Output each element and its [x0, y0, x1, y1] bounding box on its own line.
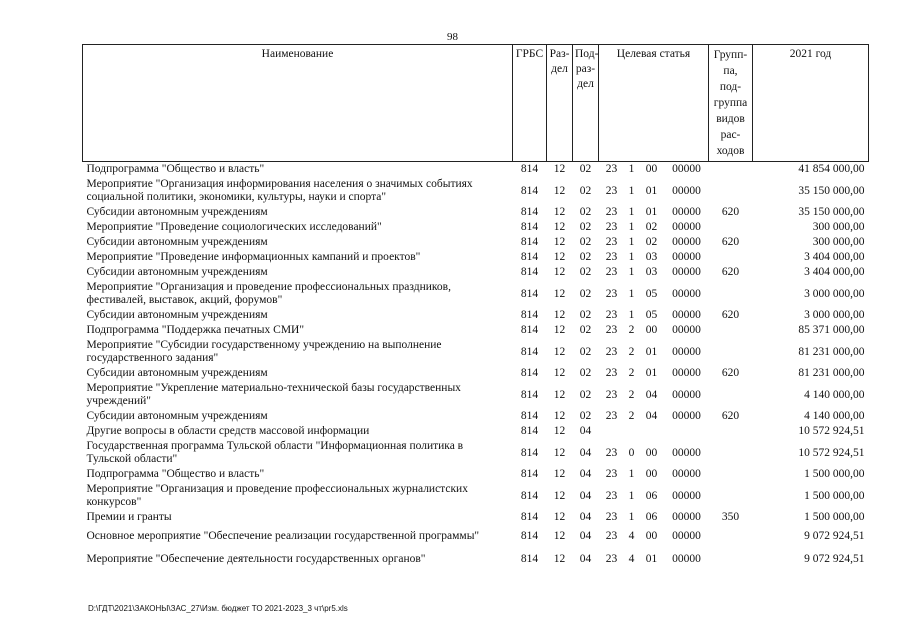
- row-tse-part-3: 01: [645, 553, 658, 565]
- row-razdel: 12: [553, 236, 566, 248]
- row-vid: 620: [721, 236, 740, 248]
- row-tselevaya-statya: [599, 250, 709, 265]
- row-vid: [709, 424, 753, 439]
- row-tse-part-2: 2: [628, 367, 635, 379]
- row-vid: 620: [721, 309, 740, 321]
- table-row: [83, 525, 869, 548]
- row-vid: [709, 250, 753, 265]
- row-vid: 620: [721, 367, 740, 379]
- row-name: Субсидии автономным учреждениям: [86, 367, 268, 379]
- row-tse-part-1: 23: [605, 287, 618, 300]
- row-razdel: 12: [553, 221, 566, 233]
- row-grbs: 814: [520, 221, 539, 233]
- row-vid: [709, 162, 753, 178]
- row-tselevaya-statya: [599, 409, 709, 424]
- row-vid: [709, 381, 753, 409]
- table-header-row: [83, 45, 869, 162]
- row-razdel: 12: [553, 468, 566, 480]
- row-sum-2021: 81 231 000,00: [798, 345, 865, 358]
- row-tse-part-4: 00000: [672, 511, 701, 523]
- row-razdel: 12: [553, 388, 566, 401]
- row-name: Субсидии автономным учреждениям: [86, 236, 268, 248]
- row-grbs: 814: [520, 511, 539, 523]
- row-tse-part-4: 00000: [672, 163, 701, 175]
- row-tse-part-1: 23: [605, 468, 618, 480]
- row-grbs: 814: [520, 425, 539, 437]
- row-tse-part-2: 2: [628, 324, 635, 336]
- row-tse-part-3: 00: [645, 530, 658, 542]
- row-tse-part-3: 03: [645, 251, 658, 263]
- row-tse-part-4: 00000: [672, 410, 701, 422]
- row-tse-part-1: 23: [605, 446, 618, 459]
- row-grbs: 814: [520, 345, 539, 358]
- row-tse-part-3: 00: [645, 324, 658, 336]
- row-grbs: 814: [520, 388, 539, 401]
- row-razdel: 12: [553, 446, 566, 459]
- row-vid: 620: [721, 206, 740, 218]
- row-razdel: 12: [553, 553, 566, 565]
- row-vid: [709, 525, 753, 548]
- table-row: [83, 424, 869, 439]
- file-path-footer: D:\ГДТ\2021\ЗАКОНЫ\ЗАС_27\Изм. бюджет ТО 2021-2023_3 чт\pr5.xls: [88, 604, 348, 613]
- row-tse-part-4: 00000: [672, 553, 701, 565]
- header-razdel: Раз- дел: [547, 45, 573, 162]
- row-podrazdel: 02: [579, 206, 592, 218]
- row-grbs: 814: [520, 206, 539, 218]
- row-razdel: 12: [553, 309, 566, 321]
- row-tse-part-2: 1: [628, 184, 635, 197]
- row-vid: 620: [721, 410, 740, 422]
- row-tselevaya-statya: [599, 323, 709, 338]
- row-sum-2021: 1 500 000,00: [804, 489, 865, 502]
- row-tse-part-2: 4: [628, 530, 635, 542]
- row-podrazdel: 02: [579, 236, 592, 248]
- row-name: Другие вопросы в области средств массовой информации: [86, 425, 370, 437]
- row-grbs: 814: [520, 324, 539, 336]
- row-grbs: 814: [520, 489, 539, 502]
- row-tse-part-3: 00: [645, 446, 658, 459]
- row-podrazdel: 04: [579, 530, 592, 542]
- row-razdel: 12: [553, 367, 566, 379]
- row-tse-part-3: 05: [645, 309, 658, 321]
- row-razdel: 12: [553, 163, 566, 175]
- row-tse-part-2: 1: [628, 309, 635, 321]
- row-name: Мероприятие "Организация и проведение профессиональных журналистских конкурсов": [86, 483, 468, 508]
- row-grbs: 814: [520, 163, 539, 175]
- row-sum-2021: 1 500 000,00: [804, 511, 865, 523]
- row-tse-part-1: 23: [605, 206, 618, 218]
- row-tse-part-3: 01: [645, 206, 658, 218]
- row-tse-part-1: 23: [605, 489, 618, 502]
- row-name: Мероприятие "Проведение социологических исследований": [86, 221, 382, 233]
- row-tse-part-4: 00000: [672, 251, 701, 263]
- row-tse-part-3: 01: [645, 184, 658, 197]
- row-tse-part-1: 23: [605, 251, 618, 263]
- table-row: [83, 162, 869, 178]
- row-razdel: 12: [553, 184, 566, 197]
- row-tselevaya-statya: [599, 205, 709, 220]
- row-tse-part-1: 23: [605, 184, 618, 197]
- row-tselevaya-statya: [599, 381, 709, 409]
- table-row: [83, 381, 869, 409]
- row-tselevaya-statya: [599, 525, 709, 548]
- row-tse-part-2: 1: [628, 236, 635, 248]
- row-tse-part-2: 1: [628, 287, 635, 300]
- row-vid: 620: [721, 266, 740, 278]
- row-name: Государственная программа Тульской области "Информационная политика в Тульской области": [86, 440, 464, 465]
- table-row: [83, 323, 869, 338]
- row-tselevaya-statya: [599, 424, 709, 439]
- row-vid: [709, 439, 753, 467]
- table-row: [83, 308, 869, 323]
- row-tse-part-4: 00000: [672, 236, 701, 248]
- row-tselevaya-statya: [599, 177, 709, 205]
- table-row: [83, 338, 869, 366]
- row-vid: [709, 280, 753, 308]
- row-podrazdel: 02: [579, 367, 592, 379]
- row-grbs: 814: [520, 251, 539, 263]
- table-row: [83, 467, 869, 482]
- row-razdel: 12: [553, 287, 566, 300]
- row-podrazdel: 02: [579, 287, 592, 300]
- row-sum-2021: 81 231 000,00: [798, 367, 865, 379]
- row-name: Мероприятие "Укрепление материально-технической базы государственных учреждений": [86, 382, 461, 407]
- row-tse-part-2: 2: [628, 388, 635, 401]
- row-name: Мероприятие "Организация информирования населения о значимых событиях социальной политики, экономики, культуры, науки и спорта": [86, 178, 473, 203]
- row-podrazdel: 02: [579, 221, 592, 233]
- row-tse-part-4: 00000: [672, 287, 701, 300]
- row-razdel: 12: [553, 251, 566, 263]
- row-sum-2021: 4 140 000,00: [804, 388, 865, 401]
- row-name: Премии и гранты: [86, 511, 172, 523]
- row-name: Подпрограмма "Общество и власть": [86, 468, 265, 480]
- row-tse-part-2: 0: [628, 446, 635, 459]
- row-name: Субсидии автономным учреждениям: [86, 206, 268, 218]
- row-name: Основное мероприятие "Обеспечение реализации государственной программы": [86, 530, 480, 542]
- row-tse-part-3: 01: [645, 367, 658, 379]
- table-row: [83, 280, 869, 308]
- row-tse-part-3: 04: [645, 388, 658, 401]
- row-tse-part-1: 23: [605, 553, 618, 565]
- row-tse-part-4: 00000: [672, 266, 701, 278]
- row-tse-part-1: 23: [605, 309, 618, 321]
- row-tselevaya-statya: [599, 548, 709, 571]
- table-row: [83, 482, 869, 510]
- row-tse-part-1: 23: [605, 163, 618, 175]
- budget-table: [82, 44, 869, 571]
- row-podrazdel: 02: [579, 388, 592, 401]
- row-tselevaya-statya: [599, 482, 709, 510]
- row-sum-2021: 3 000 000,00: [804, 309, 865, 321]
- row-tselevaya-statya: [599, 338, 709, 366]
- table-row: [83, 409, 869, 424]
- row-vid: [709, 548, 753, 571]
- header-year: 2021 год: [753, 45, 869, 162]
- row-podrazdel: 02: [579, 266, 592, 278]
- row-tse-part-3: 02: [645, 236, 658, 248]
- row-grbs: 814: [520, 446, 539, 459]
- row-razdel: 12: [553, 324, 566, 336]
- row-razdel: 12: [553, 345, 566, 358]
- row-tse-part-1: 23: [605, 367, 618, 379]
- row-sum-2021: 85 371 000,00: [798, 324, 865, 336]
- table-row: [83, 220, 869, 235]
- row-tselevaya-statya: [599, 280, 709, 308]
- row-tse-part-4: 00000: [672, 367, 701, 379]
- row-sum-2021: 10 572 924,51: [798, 425, 865, 437]
- row-tse-part-2: 1: [628, 266, 635, 278]
- row-podrazdel: 04: [579, 468, 592, 480]
- row-razdel: 12: [553, 511, 566, 523]
- row-name: Мероприятие "Организация и проведение профессиональных праздников, фестивалей, выставок, акций, форумов": [86, 281, 451, 306]
- row-vid: [709, 323, 753, 338]
- row-grbs: 814: [520, 553, 539, 565]
- row-vid: [709, 338, 753, 366]
- row-tse-part-2: 1: [628, 251, 635, 263]
- row-tse-part-2: 2: [628, 410, 635, 422]
- table-row: [83, 205, 869, 220]
- row-vid: [709, 177, 753, 205]
- row-tse-part-1: 23: [605, 388, 618, 401]
- row-podrazdel: 02: [579, 410, 592, 422]
- row-tse-part-1: 23: [605, 236, 618, 248]
- row-tse-part-2: 1: [628, 206, 635, 218]
- row-name: Мероприятие "Субсидии государственному учреждению на выполнение государственного задания": [86, 339, 442, 364]
- row-vid: [709, 482, 753, 510]
- row-name: Мероприятие "Обеспечение деятельности государственных органов": [86, 553, 426, 565]
- row-razdel: 12: [553, 530, 566, 542]
- row-tse-part-3: 02: [645, 221, 658, 233]
- row-tse-part-4: 00000: [672, 530, 701, 542]
- table-row: [83, 250, 869, 265]
- row-tse-part-1: 23: [605, 266, 618, 278]
- row-razdel: 12: [553, 425, 566, 437]
- row-tse-part-3: 06: [645, 489, 658, 502]
- row-sum-2021: 35 150 000,00: [798, 206, 865, 218]
- row-grbs: 814: [520, 236, 539, 248]
- row-sum-2021: 41 854 000,00: [798, 163, 865, 175]
- row-tse-part-1: 23: [605, 345, 618, 358]
- row-tse-part-2: 1: [628, 163, 635, 175]
- row-tse-part-4: 00000: [672, 489, 701, 502]
- page-number: 98: [447, 31, 458, 43]
- row-sum-2021: 3 404 000,00: [804, 251, 865, 263]
- row-name: Субсидии автономным учреждениям: [86, 266, 268, 278]
- row-sum-2021: 35 150 000,00: [798, 184, 865, 197]
- table-row: [83, 177, 869, 205]
- row-tse-part-2: 4: [628, 553, 635, 565]
- row-tse-part-2: 1: [628, 221, 635, 233]
- row-podrazdel: 04: [579, 446, 592, 459]
- row-tse-part-3: 06: [645, 511, 658, 523]
- row-tse-part-3: 03: [645, 266, 658, 278]
- row-razdel: 12: [553, 266, 566, 278]
- row-tse-part-1: 23: [605, 324, 618, 336]
- row-tse-part-1: 23: [605, 221, 618, 233]
- header-vid-raskhodov: Групп- па, под- группа видов рас- ходов: [709, 45, 753, 162]
- row-vid: [709, 220, 753, 235]
- row-tse-part-3: 01: [645, 345, 658, 358]
- row-name: Субсидии автономным учреждениям: [86, 309, 268, 321]
- row-tse-part-4: 00000: [672, 468, 701, 480]
- row-grbs: 814: [520, 410, 539, 422]
- row-tselevaya-statya: [599, 265, 709, 280]
- row-podrazdel: 04: [579, 489, 592, 502]
- row-tselevaya-statya: [599, 220, 709, 235]
- row-tse-part-2: 1: [628, 489, 635, 502]
- row-vid: 350: [721, 511, 740, 523]
- row-tselevaya-statya: [599, 235, 709, 250]
- row-vid: [709, 467, 753, 482]
- row-sum-2021: 300 000,00: [812, 221, 865, 233]
- row-sum-2021: 300 000,00: [812, 236, 865, 248]
- row-tselevaya-statya: [599, 439, 709, 467]
- row-tse-part-4: 00000: [672, 345, 701, 358]
- row-tse-part-3: 04: [645, 410, 658, 422]
- row-podrazdel: 02: [579, 309, 592, 321]
- row-name: Мероприятие "Проведение информационных кампаний и проектов": [86, 251, 421, 263]
- row-tse-part-1: 23: [605, 410, 618, 422]
- row-tselevaya-statya: [599, 308, 709, 323]
- row-sum-2021: 10 572 924,51: [798, 446, 865, 459]
- row-sum-2021: 4 140 000,00: [804, 410, 865, 422]
- row-tse-part-2: 1: [628, 511, 635, 523]
- row-razdel: 12: [553, 410, 566, 422]
- row-name: Субсидии автономным учреждениям: [86, 410, 268, 422]
- row-sum-2021: 9 072 924,51: [804, 530, 865, 542]
- row-razdel: 12: [553, 489, 566, 502]
- row-tselevaya-statya: [599, 467, 709, 482]
- row-sum-2021: 3 404 000,00: [804, 266, 865, 278]
- row-sum-2021: 3 000 000,00: [804, 287, 865, 300]
- row-grbs: 814: [520, 266, 539, 278]
- header-grbs: ГРБС: [513, 45, 547, 162]
- row-tse-part-3: 00: [645, 163, 658, 175]
- row-podrazdel: 02: [579, 345, 592, 358]
- row-tse-part-2: 2: [628, 345, 635, 358]
- row-grbs: 814: [520, 287, 539, 300]
- row-tse-part-4: 00000: [672, 388, 701, 401]
- row-grbs: 814: [520, 309, 539, 321]
- row-razdel: 12: [553, 206, 566, 218]
- row-podrazdel: 02: [579, 324, 592, 336]
- row-tse-part-3: 05: [645, 287, 658, 300]
- row-tse-part-4: 00000: [672, 324, 701, 336]
- row-tselevaya-statya: [599, 366, 709, 381]
- header-tselevaya-statya: Целевая статья: [599, 45, 709, 162]
- table-row: [83, 235, 869, 250]
- row-grbs: 814: [520, 468, 539, 480]
- row-name: Подпрограмма "Поддержка печатных СМИ": [86, 324, 305, 336]
- row-grbs: 814: [520, 184, 539, 197]
- row-tse-part-4: 00000: [672, 309, 701, 321]
- row-podrazdel: 02: [579, 163, 592, 175]
- row-tse-part-4: 00000: [672, 184, 701, 197]
- row-tse-part-4: 00000: [672, 446, 701, 459]
- row-podrazdel: 04: [579, 553, 592, 565]
- row-podrazdel: 02: [579, 184, 592, 197]
- row-podrazdel: 02: [579, 251, 592, 263]
- row-name: Подпрограмма "Общество и власть": [86, 163, 265, 175]
- row-tse-part-4: 00000: [672, 221, 701, 233]
- row-tselevaya-statya: [599, 162, 709, 178]
- row-sum-2021: 9 072 924,51: [804, 553, 865, 565]
- row-grbs: 814: [520, 530, 539, 542]
- row-tselevaya-statya: [599, 510, 709, 525]
- row-tse-part-2: 1: [628, 468, 635, 480]
- row-sum-2021: 1 500 000,00: [804, 468, 865, 480]
- header-name: Наименование: [83, 45, 513, 162]
- table-row: [83, 548, 869, 571]
- row-tse-part-3: 00: [645, 468, 658, 480]
- row-tse-part-1: 23: [605, 530, 618, 542]
- row-tse-part-1: 23: [605, 511, 618, 523]
- row-tse-part-4: 00000: [672, 206, 701, 218]
- row-podrazdel: 04: [579, 425, 592, 437]
- header-podrazdel: Под- раз- дел: [573, 45, 599, 162]
- row-grbs: 814: [520, 367, 539, 379]
- table-row: [83, 510, 869, 525]
- table-row: [83, 439, 869, 467]
- table-row: [83, 265, 869, 280]
- table-row: [83, 366, 869, 381]
- row-podrazdel: 04: [579, 511, 592, 523]
